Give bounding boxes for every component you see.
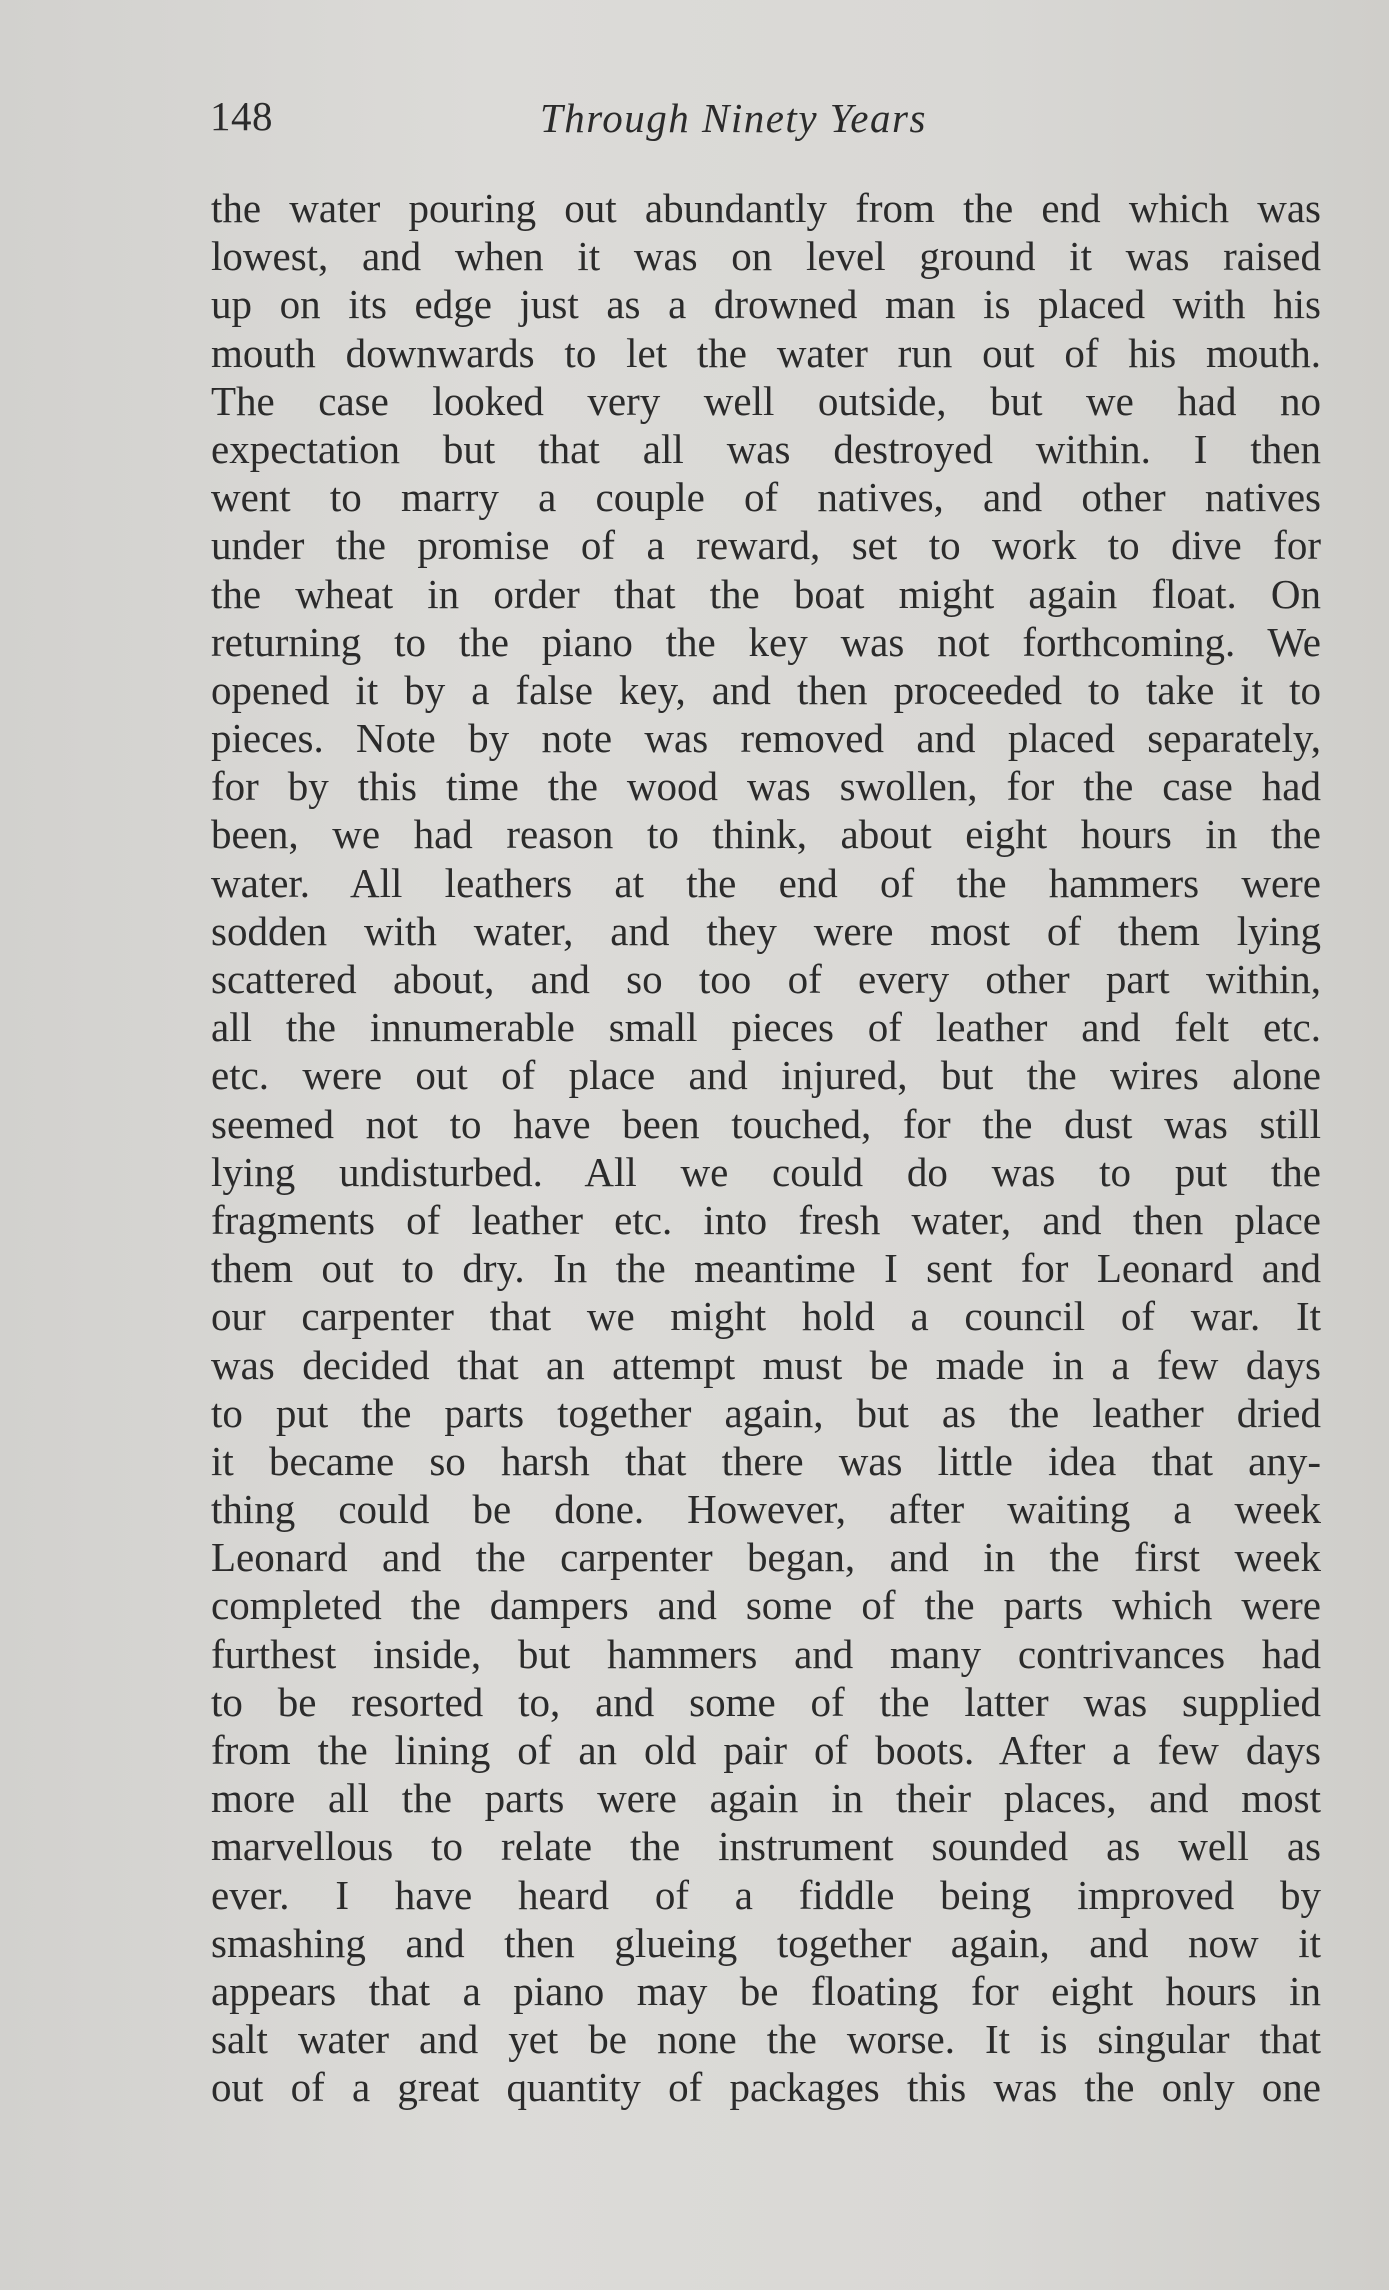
- text-line: The case looked very well outside, but we had no: [211, 377, 1321, 424]
- text-line: for by this time the wood was swollen, for the case had: [211, 763, 1321, 810]
- text-line: to be resorted to, and some of the latter was supplied: [211, 1678, 1321, 1725]
- text-line: went to marry a couple of natives, and other natives: [211, 474, 1321, 521]
- text-line: water. All leathers at the end of the hammers were: [211, 859, 1321, 906]
- text-line: ever. I have heard of a fiddle being improved by: [211, 1871, 1321, 1918]
- text-line: appears that a piano may be floating for eight hours in: [211, 1967, 1321, 2014]
- text-line: etc. were out of place and injured, but the wires alone: [211, 1052, 1321, 1099]
- text-line: Leonard and the carpenter began, and in the first week: [211, 1534, 1321, 1581]
- text-line: out of a great quantity of packages this was the only one: [211, 2064, 1321, 2111]
- text-line: more all the parts were again in their places, and most: [211, 1775, 1321, 1822]
- text-line: them out to dry. In the meantime I sent for Leonard and: [211, 1245, 1321, 1292]
- text-line: to put the parts together again, but as the leather dried: [211, 1389, 1321, 1436]
- text-line: marvellous to relate the instrument sounded as well as: [211, 1823, 1321, 1870]
- running-title: Through Ninety Years: [540, 95, 927, 141]
- text-line: furthest inside, but hammers and many contrivances had: [211, 1630, 1321, 1677]
- text-line: salt water and yet be none the worse. It is singular that: [211, 2016, 1321, 2063]
- text-line: the water pouring out abundantly from the end which was: [211, 185, 1321, 231]
- text-line: pieces. Note by note was removed and placed separately,: [211, 715, 1321, 762]
- text-line: lowest, and when it was on level ground it was raised: [211, 233, 1321, 280]
- text-line: our carpenter that we might hold a council of war. It: [211, 1293, 1321, 1340]
- body-text: [211, 184, 1321, 2112]
- page-number: 148: [210, 93, 273, 139]
- text-line: was decided that an attempt must be made in a few days: [211, 1341, 1321, 1388]
- text-line: smashing and then glueing together again, and now it: [211, 1919, 1321, 1966]
- text-line: fragments of leather etc. into fresh water, and then place: [211, 1196, 1321, 1243]
- text-line: scattered about, and so too of every other part within,: [211, 956, 1321, 1002]
- text-line: mouth downwards to let the water run out of his mouth.: [211, 329, 1321, 376]
- text-line: from the lining of an old pair of boots. After a few days: [211, 1727, 1321, 1773]
- text-line: under the promise of a reward, set to work to dive for: [211, 522, 1321, 569]
- text-line: opened it by a false key, and then proceeded to take it to: [211, 666, 1321, 713]
- text-line: the wheat in order that the boat might again float. On: [211, 570, 1321, 617]
- text-line: it became so harsh that there was little idea that any-: [211, 1437, 1321, 1484]
- running-head: [210, 92, 1325, 152]
- text-line: been, we had reason to think, about eight hours in the: [211, 811, 1321, 858]
- text-line: all the innumerable small pieces of leather and felt etc.: [211, 1004, 1321, 1051]
- text-line: completed the dampers and some of the parts which were: [211, 1582, 1321, 1629]
- text-line: thing could be done. However, after waiting a week: [211, 1486, 1321, 1533]
- text-line: returning to the piano the key was not forthcoming. We: [211, 618, 1321, 665]
- text-line: lying undisturbed. All we could do was to put the: [211, 1148, 1321, 1195]
- text-line: expectation but that all was destroyed within. I then: [211, 425, 1321, 472]
- text-line: sodden with water, and they were most of them lying: [211, 907, 1321, 954]
- text-line: seemed not to have been touched, for the dust was still: [211, 1100, 1321, 1147]
- text-line: up on its edge just as a drowned man is placed with his: [211, 281, 1321, 328]
